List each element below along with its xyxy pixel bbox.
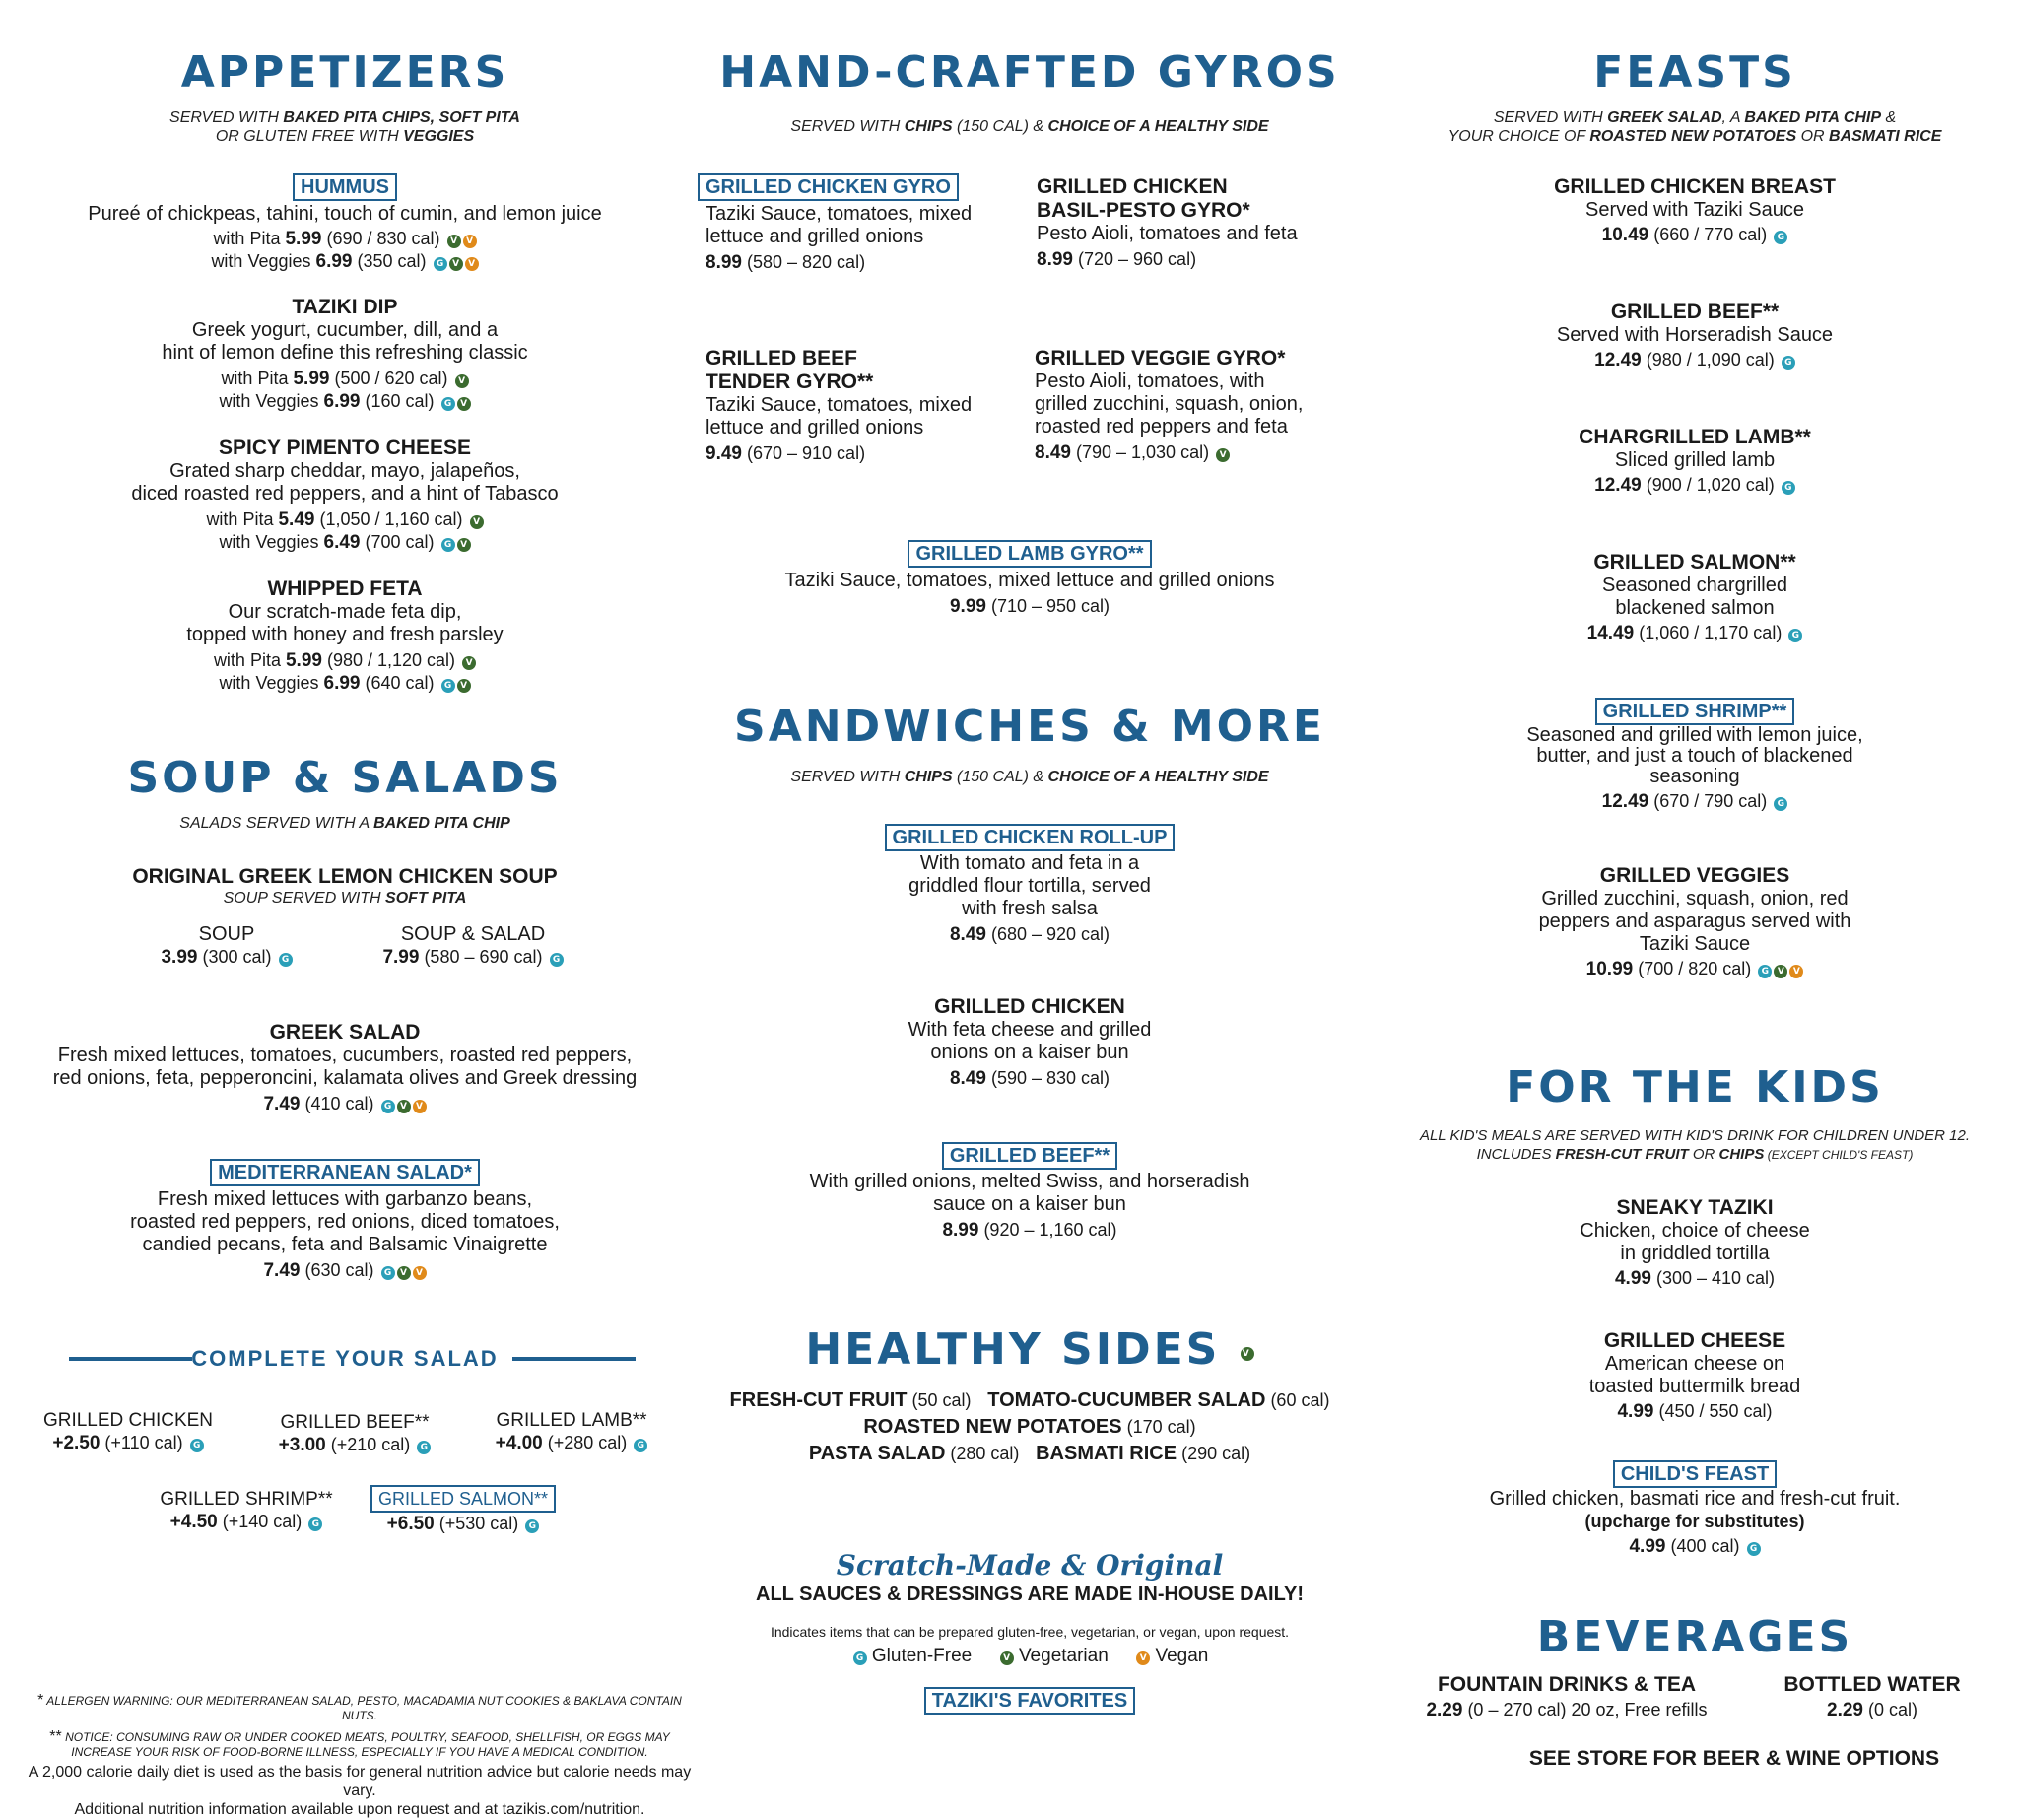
item-price-veggies: with Veggies 6.49 (700 cal) G V bbox=[20, 531, 670, 554]
beverage-fountain[interactable] bbox=[1399, 1673, 1734, 1721]
item-price: 4.99 (450 / 550 cal) bbox=[1617, 1401, 1773, 1422]
item-description: With feta cheese and grilled onions on a kaiser bun bbox=[908, 1019, 1152, 1063]
menu-item-chicken-gyro[interactable] bbox=[698, 173, 1023, 274]
feasts-subtitle: SERVED WITH GREEK SALAD, A BAKED PITA CHIP & YOUR CHOICE OF ROASTED NEW POTATOES OR BASMATI RICE bbox=[1447, 109, 1942, 145]
gluten-free-icon: G bbox=[853, 1651, 867, 1665]
item-description: Greek yogurt, cucumber, dill, and a hint of lemon define this refreshing classic bbox=[162, 319, 528, 364]
soup-salads-subtitle: SALADS SERVED WITH A BAKED PITA CHIP bbox=[179, 815, 510, 832]
menu-item-grilled-chicken-sandwich[interactable] bbox=[690, 995, 1370, 1090]
item-name: GRILLED CHICKEN GYRO bbox=[698, 173, 959, 201]
gluten-free-icon: G bbox=[525, 1519, 539, 1533]
item-description: Taziki Sauce, tomatoes, mixed lettuce and grilled onions bbox=[784, 570, 1275, 591]
item-price-veggies: with Veggies 6.99 (160 cal) G V bbox=[20, 390, 670, 413]
vegetarian-icon: V bbox=[447, 235, 461, 248]
dietary-legend: G Gluten-Free V Vegetarian V Vegan bbox=[690, 1646, 1370, 1667]
healthy-sides-title: HEALTHY SIDES V bbox=[690, 1328, 1370, 1372]
option-price: 7.99 (580 – 690 cal) G bbox=[355, 946, 591, 969]
gluten-free-icon: G bbox=[441, 397, 455, 411]
indicates-note: Indicates items that can be prepared gluten-free, vegetarian, or vegan, upon request. bbox=[770, 1624, 1290, 1640]
gluten-free-icon: G bbox=[308, 1517, 322, 1531]
menu-item-sneaky-taziki[interactable] bbox=[1379, 1196, 2010, 1290]
item-name: HUMMUS bbox=[293, 173, 397, 201]
addon-grilled-beef[interactable] bbox=[246, 1411, 463, 1456]
gluten-free-icon: G bbox=[1782, 356, 1795, 370]
vegan-icon: V bbox=[413, 1266, 427, 1280]
vegetarian-icon: V bbox=[1774, 965, 1787, 978]
addon-grilled-lamb[interactable] bbox=[463, 1409, 680, 1454]
item-description: Sliced grilled lamb bbox=[1614, 449, 1776, 471]
item-description: Seasoned chargrilled blackened salmon bbox=[1602, 574, 1787, 619]
menu-item-spicy-pimento-cheese[interactable] bbox=[20, 437, 670, 554]
item-price: 8.99 (580 – 820 cal) bbox=[706, 252, 866, 273]
menu-item-feast-beef[interactable] bbox=[1379, 301, 2010, 371]
gyros-subtitle: SERVED WITH CHIPS (150 CAL) & CHOICE OF A HEALTHY SIDE bbox=[790, 118, 1269, 135]
item-price-veggies: with Veggies 6.99 (640 cal) G V bbox=[20, 672, 670, 695]
item-description: Grilled zucchini, squash, onion, red peppers and asparagus served with Taziki Sauce bbox=[1538, 888, 1851, 955]
item-name: GRILLED CHICKEN BASIL-PESTO GYRO* bbox=[1037, 175, 1250, 222]
item-description: Grated sharp cheddar, mayo, jalapeños, diced roasted red peppers, and a hint of Tabasco bbox=[131, 460, 559, 505]
item-name: GRILLED BEEF** bbox=[1610, 301, 1780, 323]
healthy-sides-list bbox=[690, 1389, 1370, 1465]
sides-row-3: PASTA SALAD (280 cal) BASMATI RICE (290 cal) bbox=[808, 1443, 1251, 1464]
item-price: 8.49 (790 – 1,030 cal) V bbox=[1035, 441, 1370, 464]
gluten-free-icon: G bbox=[381, 1266, 395, 1280]
item-name: GRILLED SHRIMP** bbox=[1595, 698, 1795, 725]
favorites-legend bbox=[690, 1687, 1370, 1715]
addon-price: +4.50 (+140 cal) G bbox=[138, 1511, 355, 1533]
item-price: 8.49 (590 – 830 cal) bbox=[949, 1068, 1110, 1089]
divider-right bbox=[512, 1357, 636, 1361]
soup-salads-title: SOUP & SALADS bbox=[127, 753, 563, 803]
menu-item-greek-salad[interactable] bbox=[20, 1021, 670, 1115]
item-description: Served with Horseradish Sauce bbox=[1556, 324, 1834, 346]
item-price: 14.49 (1,060 / 1,170 cal) G bbox=[1379, 622, 2010, 644]
menu-item-grilled-veggies[interactable] bbox=[1379, 864, 2010, 980]
item-name: GRILLED CHICKEN ROLL-UP bbox=[885, 824, 1176, 851]
item-name: CHILD'S FEAST bbox=[1613, 1460, 1777, 1488]
item-name: GRILLED VEGGIE GYRO* bbox=[1035, 347, 1286, 370]
item-name: FOUNTAIN DRINKS & TEA bbox=[1437, 1673, 1697, 1696]
beer-wine-note: SEE STORE FOR BEER & WINE OPTIONS bbox=[1528, 1747, 1940, 1770]
gluten-free-icon: G bbox=[1758, 965, 1772, 978]
beverages-title: BEVERAGES bbox=[1536, 1612, 1853, 1662]
soup-option[interactable] bbox=[138, 922, 315, 969]
vegetarian-icon: V bbox=[1000, 1651, 1014, 1665]
appetizers-subtitle: SERVED WITH BAKED PITA CHIPS, SOFT PITA OR GLUTEN FREE WITH VEGGIES bbox=[169, 109, 520, 145]
vegan-icon: V bbox=[413, 1100, 427, 1113]
soup-salad-option[interactable] bbox=[355, 922, 591, 969]
item-description: American cheese on toasted buttermilk bread bbox=[1588, 1353, 1801, 1397]
item-price: 12.49 (980 / 1,090 cal) G bbox=[1379, 349, 2010, 371]
vegan-icon: V bbox=[1136, 1651, 1150, 1665]
gluten-free-icon: G bbox=[1774, 231, 1787, 244]
addon-grilled-chicken[interactable] bbox=[20, 1409, 236, 1454]
item-name: GRILLED BEEF** bbox=[942, 1142, 1117, 1170]
option-price: 3.99 (300 cal) G bbox=[138, 946, 315, 969]
addon-name: GRILLED SALMON** bbox=[370, 1485, 556, 1513]
item-description: Fresh mixed lettuces, tomatoes, cucumbers, roasted red peppers, red onions, feta, pepperoncini, kalamata olives and Greek dressing bbox=[52, 1045, 638, 1089]
item-name: GRILLED VEGGIES bbox=[1599, 864, 1790, 887]
column-right bbox=[1379, 0, 2010, 1820]
allergen-warning: * ALLERGEN WARNING: OUR MEDITERRANEAN SALAD, PESTO, MACADAMIA NUT COOKIES & BAKLAVA CONTAIN NUTS. bbox=[37, 1692, 682, 1722]
vegetarian-icon: V bbox=[449, 257, 463, 271]
favorites-badge: TAZIKI'S FAVORITES bbox=[924, 1687, 1135, 1715]
addon-price: +6.50 (+530 cal) G bbox=[355, 1513, 572, 1535]
item-price-pita: with Pita 5.99 (980 / 1,120 cal) V bbox=[20, 649, 670, 672]
item-price: 7.49 (410 cal) G V V bbox=[20, 1093, 670, 1115]
item-name: SPICY PIMENTO CHEESE bbox=[219, 437, 471, 459]
gluten-free-icon: G bbox=[190, 1439, 204, 1452]
item-name: BOTTLED WATER bbox=[1783, 1673, 1961, 1696]
item-name: TAZIKI DIP bbox=[292, 296, 398, 318]
item-price: 4.99 (400 cal) G bbox=[1379, 1535, 2010, 1558]
item-price: 12.49 (900 / 1,020 cal) G bbox=[1379, 474, 2010, 497]
vegetarian-icon: V bbox=[462, 656, 476, 670]
column-center bbox=[690, 0, 1370, 1820]
addon-name: GRILLED LAMB** bbox=[496, 1410, 647, 1431]
item-price-pita: with Pita 5.99 (690 / 830 cal) V V bbox=[20, 228, 670, 250]
item-price: 12.49 (670 / 790 cal) G bbox=[1379, 790, 2010, 813]
item-description: Taziki Sauce, tomatoes, mixed lettuce and grilled onions bbox=[706, 203, 973, 247]
vegetarian-icon: V bbox=[397, 1266, 411, 1280]
gluten-free-icon: G bbox=[1774, 797, 1787, 811]
sandwiches-subtitle: SERVED WITH CHIPS (150 CAL) & CHOICE OF A HEALTHY SIDE bbox=[790, 769, 1269, 785]
footnotes bbox=[25, 1693, 695, 1819]
addon-name: GRILLED SHRIMP** bbox=[160, 1489, 333, 1510]
gluten-free-icon: G bbox=[1782, 481, 1795, 495]
menu-item-whipped-feta[interactable] bbox=[20, 577, 670, 695]
kids-subtitle: ALL KID'S MEALS ARE SERVED WITH KID'S DRINK FOR CHILDREN UNDER 12. INCLUDES FRESH-CUT FRUIT OR CHIPS (EXCEPT CHILD'S FEAST) bbox=[1419, 1127, 1971, 1163]
menu-item-grilled-salmon[interactable] bbox=[1379, 551, 2010, 644]
item-price: 10.99 (700 / 820 cal) G V V bbox=[1379, 958, 2010, 980]
raw-food-notice: ** NOTICE: CONSUMING RAW OR UNDER COOKED MEATS, POULTRY, SEAFOOD, SHELLFISH, OR EGGS MAY INCREASE YOUR RISK OF FOOD-BORNE ILLNESS, ESPECIALLY IF YOU HAVE A MEDICAL CONDITION. bbox=[49, 1728, 670, 1759]
menu-item-chargrilled-lamb[interactable] bbox=[1379, 426, 2010, 497]
item-name: GRILLED CHICKEN BREAST bbox=[1554, 175, 1836, 198]
vegan-icon: V bbox=[463, 235, 477, 248]
item-description: Seasoned and grilled with lemon juice, butter, and just a touch of blackened seasoning bbox=[1526, 724, 1863, 787]
gluten-free-icon: G bbox=[1788, 629, 1802, 642]
gluten-free-icon: G bbox=[381, 1100, 395, 1113]
item-price: 7.49 (630 cal) G V V bbox=[20, 1259, 670, 1282]
feasts-title: FEASTS bbox=[1593, 47, 1796, 98]
menu-item-taziki-dip[interactable] bbox=[20, 296, 670, 413]
vegan-icon: V bbox=[465, 257, 479, 271]
complete-your-salad-title: COMPLETE YOUR SALAD bbox=[191, 1346, 499, 1371]
option-name: SOUP bbox=[198, 923, 255, 945]
vegetarian-icon: V bbox=[457, 679, 471, 693]
menu-item-chicken-breast[interactable] bbox=[1379, 175, 2010, 246]
item-name: CHARGRILLED LAMB** bbox=[1579, 426, 1811, 448]
item-price: 4.99 (300 – 410 cal) bbox=[1614, 1268, 1776, 1289]
item-price: 9.49 (670 – 910 cal) bbox=[706, 443, 866, 464]
sandwiches-title: SANDWICHES & MORE bbox=[734, 702, 1325, 752]
item-name: GRILLED LAMB GYRO** bbox=[908, 540, 1151, 568]
gluten-free-icon: G bbox=[441, 679, 455, 693]
menu-item-beef-gyro[interactable] bbox=[706, 347, 1031, 465]
addon-name: GRILLED CHICKEN bbox=[42, 1410, 214, 1431]
item-description: Pesto Aioli, tomatoes, with grilled zucchini, squash, onion, roasted red peppers and feta bbox=[1035, 371, 1304, 438]
item-price: 2.29 (0 – 270 cal) 20 oz, Free refills bbox=[1426, 1700, 1708, 1720]
item-name: GRILLED SALMON** bbox=[1593, 551, 1796, 573]
addon-name: GRILLED BEEF** bbox=[280, 1412, 430, 1433]
item-name: GRILLED CHEESE bbox=[1603, 1329, 1786, 1352]
scratch-made-script: Scratch-Made & Original bbox=[836, 1549, 1224, 1582]
item-description: Our scratch-made feta dip, topped with honey and fresh parsley bbox=[186, 601, 504, 645]
item-name: MEDITERRANEAN SALAD* bbox=[210, 1159, 480, 1186]
gluten-free-icon: G bbox=[417, 1441, 431, 1454]
item-name: GRILLED CHICKEN bbox=[934, 995, 1125, 1018]
item-price-pita: with Pita 5.99 (500 / 620 cal) V bbox=[20, 368, 670, 390]
item-name: SNEAKY TAZIKI bbox=[1616, 1196, 1774, 1219]
nutrition-note: Additional nutrition information available upon request and at tazikis.com/nutrition. bbox=[74, 1801, 645, 1818]
item-price-pita: with Pita 5.49 (1,050 / 1,160 cal) V bbox=[20, 508, 670, 531]
item-price-veggies: with Veggies 6.99 (350 cal) G V V bbox=[20, 250, 670, 273]
menu-item-lemon-chicken-soup[interactable] bbox=[20, 865, 670, 908]
menu-item-lamb-gyro[interactable] bbox=[690, 540, 1370, 618]
vegetarian-icon: V bbox=[457, 538, 471, 552]
vegetarian-icon: V bbox=[397, 1100, 411, 1113]
menu-item-mediterranean-salad[interactable] bbox=[20, 1159, 670, 1282]
item-description: Pureé of chickpeas, tahini, touch of cumin, and lemon juice bbox=[88, 203, 602, 225]
gluten-free-icon: G bbox=[1747, 1542, 1761, 1556]
column-left bbox=[20, 0, 692, 1820]
menu-item-childs-feast[interactable] bbox=[1379, 1460, 2010, 1558]
vegetarian-icon: V bbox=[455, 374, 469, 388]
kids-title: FOR THE KIDS bbox=[1506, 1062, 1884, 1112]
item-name: ORIGINAL GREEK LEMON CHICKEN SOUP bbox=[132, 865, 558, 888]
menu-item-grilled-shrimp[interactable] bbox=[1379, 698, 2010, 813]
item-note: (upcharge for substitutes) bbox=[1584, 1512, 1805, 1531]
menu-item-hummus[interactable] bbox=[20, 173, 670, 273]
menu-item-grilled-cheese[interactable] bbox=[1379, 1329, 2010, 1423]
sides-row-1: FRESH-CUT FRUIT (50 cal) TOMATO-CUCUMBER SALAD (60 cal) bbox=[729, 1389, 1330, 1411]
addon-grilled-salmon[interactable] bbox=[355, 1485, 572, 1535]
calorie-note: A 2,000 calorie daily diet is used as the basis for general nutrition advice but calorie needs may vary. bbox=[28, 1764, 692, 1799]
menu-item-chicken-roll-up[interactable] bbox=[690, 824, 1370, 946]
vegetarian-icon: V bbox=[470, 515, 484, 529]
item-description: With grilled onions, melted Swiss, and horseradish sauce on a kaiser bun bbox=[809, 1171, 1250, 1215]
item-description: Served with Taziki Sauce bbox=[1585, 199, 1804, 221]
beverage-water[interactable] bbox=[1754, 1673, 1990, 1721]
addon-price: +2.50 (+110 cal) G bbox=[20, 1432, 236, 1454]
addon-price: +3.00 (+210 cal) G bbox=[246, 1434, 463, 1456]
vegan-icon: V bbox=[1789, 965, 1803, 978]
item-name: WHIPPED FETA bbox=[267, 577, 423, 600]
scratch-made-line: ALL SAUCES & DRESSINGS ARE MADE IN-HOUSE DAILY! bbox=[756, 1584, 1304, 1605]
item-price: 2.29 (0 cal) bbox=[1827, 1700, 1917, 1720]
gluten-free-icon: G bbox=[434, 257, 447, 271]
sides-row-2: ROASTED NEW POTATOES (170 cal) bbox=[863, 1416, 1196, 1438]
option-name: SOUP & SALAD bbox=[400, 923, 546, 945]
item-price: 9.99 (710 – 950 cal) bbox=[949, 596, 1110, 617]
menu-item-veggie-gyro[interactable] bbox=[1035, 347, 1370, 464]
gluten-free-icon: G bbox=[279, 953, 293, 967]
vegetarian-icon: V bbox=[1216, 448, 1230, 462]
item-description: Pesto Aioli, tomatoes and feta bbox=[1037, 223, 1298, 244]
item-description: Chicken, choice of cheese in griddled tortilla bbox=[1580, 1220, 1810, 1264]
gyros-title: HAND-CRAFTED GYROS bbox=[719, 47, 1340, 98]
addon-price: +4.00 (+280 cal) G bbox=[463, 1432, 680, 1454]
vegetarian-icon: V bbox=[1241, 1347, 1254, 1361]
item-subtitle: SOUP SERVED WITH SOFT PITA bbox=[223, 890, 467, 907]
addon-grilled-shrimp[interactable] bbox=[138, 1488, 355, 1533]
item-description: Taziki Sauce, tomatoes, mixed lettuce and grilled onions bbox=[706, 394, 973, 438]
menu-item-grilled-beef-sandwich[interactable] bbox=[690, 1142, 1370, 1242]
menu-item-basil-pesto-gyro[interactable] bbox=[1037, 175, 1362, 271]
item-description: Fresh mixed lettuces with garbanzo beans, roasted red peppers, red onions, diced tomatoes, candied pecans, feta and Balsamic Vinaigrette bbox=[130, 1188, 560, 1255]
item-price: 10.49 (660 / 770 cal) G bbox=[1379, 224, 2010, 246]
item-price: 8.99 (720 – 960 cal) bbox=[1037, 249, 1197, 270]
appetizers-title: APPETIZERS bbox=[180, 47, 509, 98]
vegetarian-icon: V bbox=[457, 397, 471, 411]
item-description: Grilled chicken, basmati rice and fresh-cut fruit. bbox=[1489, 1488, 1901, 1510]
item-name: GREEK SALAD bbox=[269, 1021, 421, 1044]
gluten-free-icon: G bbox=[550, 953, 564, 967]
item-price: 8.99 (920 – 1,160 cal) bbox=[942, 1220, 1117, 1241]
gluten-free-icon: G bbox=[634, 1439, 647, 1452]
item-price: 8.49 (680 – 920 cal) bbox=[949, 924, 1110, 945]
gluten-free-icon: G bbox=[441, 538, 455, 552]
item-name: GRILLED BEEF TENDER GYRO** bbox=[706, 347, 874, 393]
item-description: With tomato and feta in a griddled flour tortilla, served with fresh salsa bbox=[908, 852, 1151, 919]
